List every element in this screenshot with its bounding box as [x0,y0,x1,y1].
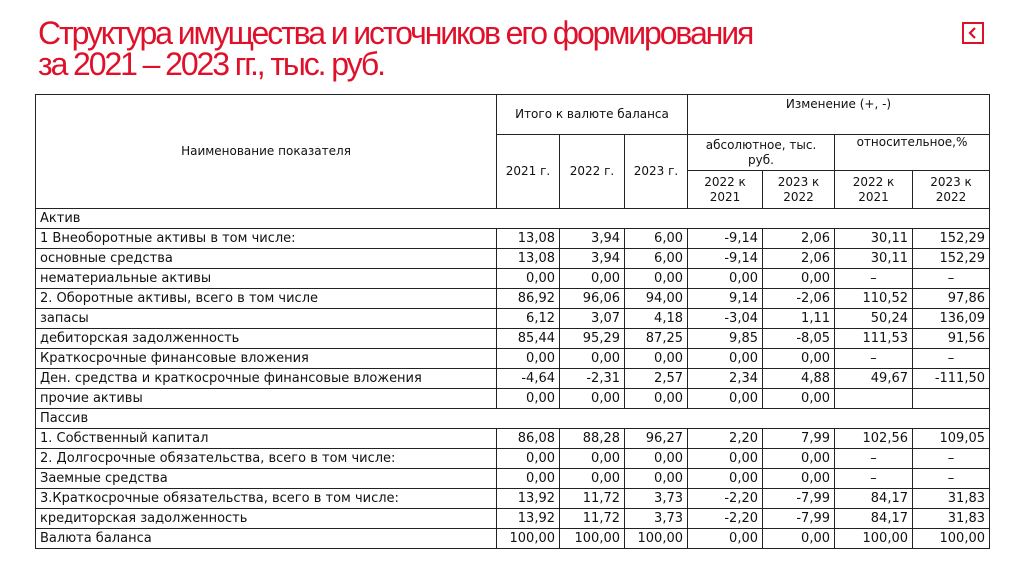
table-row [36,489,990,509]
value-cell: -2,31 [560,369,625,389]
value-cell: 50,24 [835,309,913,329]
value-cell: 2,20 [688,429,763,449]
value-cell: – [913,349,990,369]
header-indicator-name: Наименование показателя [36,95,497,209]
table-row [36,449,990,469]
value-cell: -9,14 [688,249,763,269]
value-cell: 0,00 [560,449,625,469]
value-cell: 11,72 [560,489,625,509]
row-label: нематериальные активы [36,269,497,289]
row-label: Ден. средства и краткосрочные финансовые вложения [36,369,497,389]
table-row [36,529,990,549]
value-cell: -2,06 [763,289,835,309]
value-cell: 136,09 [913,309,990,329]
row-label: запасы [36,309,497,329]
value-cell: 88,28 [560,429,625,449]
value-cell: 86,08 [497,429,560,449]
value-cell: 2,06 [763,229,835,249]
value-cell: 0,00 [688,349,763,369]
value-cell: 0,00 [763,269,835,289]
value-cell: 0,00 [688,529,763,549]
value-cell: 0,00 [763,529,835,549]
header-change-group: Изменение (+, -) [688,95,990,135]
value-cell: – [835,269,913,289]
value-cell: 102,56 [835,429,913,449]
value-cell: 84,17 [835,489,913,509]
value-cell: 94,00 [625,289,688,309]
value-cell: 0,00 [763,469,835,489]
row-label: кредиторская задолженность [36,509,497,529]
table-row [36,469,990,489]
value-cell: 1,11 [763,309,835,329]
table-row [36,309,990,329]
value-cell: 100,00 [913,529,990,549]
value-cell: 13,08 [497,249,560,269]
value-cell: 0,00 [763,349,835,369]
value-cell: 31,83 [913,509,990,529]
value-cell: -2,20 [688,509,763,529]
value-cell: -4,64 [497,369,560,389]
value-cell: 95,29 [560,329,625,349]
value-cell [835,389,913,409]
section-label: Пассив [36,409,990,429]
row-label: дебиторская задолженность [36,329,497,349]
title-line-2: за 2021 – 2023 гг., тыс. руб. [38,46,384,82]
value-cell: 0,00 [497,449,560,469]
value-cell: 0,00 [560,389,625,409]
value-cell: 4,88 [763,369,835,389]
header-abs-period: 2023 к 2022 [763,171,835,209]
value-cell: 3,94 [560,229,625,249]
table-row [36,249,990,269]
header-total-group: Итого к валюте баланса [497,95,688,135]
value-cell: 87,25 [625,329,688,349]
value-cell: 0,00 [688,389,763,409]
value-cell: 84,17 [835,509,913,529]
value-cell: 9,14 [688,289,763,309]
value-cell: 0,00 [688,449,763,469]
value-cell: 0,00 [497,349,560,369]
value-cell: 0,00 [625,269,688,289]
value-cell: 13,08 [497,229,560,249]
header-year: 2023 г. [625,135,688,209]
value-cell: 4,18 [625,309,688,329]
value-cell: 11,72 [560,509,625,529]
value-cell: 109,05 [913,429,990,449]
value-cell: 13,92 [497,509,560,529]
slide-title [38,15,938,82]
row-label: Валюта баланса [36,529,497,549]
value-cell: -7,99 [763,489,835,509]
value-cell: 100,00 [560,529,625,549]
value-cell: 86,92 [497,289,560,309]
value-cell: – [835,349,913,369]
value-cell: -2,20 [688,489,763,509]
value-cell: – [913,449,990,469]
value-cell: -8,05 [763,329,835,349]
value-cell: 6,00 [625,229,688,249]
section-row [36,409,990,429]
value-cell: 3,73 [625,509,688,529]
table-row [36,289,990,309]
value-cell: 0,00 [625,449,688,469]
row-label: Заемные средства [36,469,497,489]
row-label: Краткосрочные финансовые вложения [36,349,497,369]
header-relative-group: относительное,% [835,135,990,171]
value-cell: 100,00 [625,529,688,549]
value-cell: 30,11 [835,229,913,249]
value-cell: 96,27 [625,429,688,449]
value-cell: 9,85 [688,329,763,349]
table-row [36,269,990,289]
value-cell: -7,99 [763,509,835,529]
value-cell: 0,00 [497,269,560,289]
title-line-1: Структура имущества и источников его формирования [38,15,753,51]
value-cell: 91,56 [913,329,990,349]
back-nav-button[interactable] [962,22,984,44]
value-cell: -111,50 [913,369,990,389]
table-row [36,329,990,349]
value-cell: 31,83 [913,489,990,509]
table-row [36,509,990,529]
row-label: 2. Долгосрочные обязательства, всего в том числе: [36,449,497,469]
row-label: 1 Внеоборотные активы в том числе: [36,229,497,249]
header-year: 2022 г. [560,135,625,209]
value-cell: 0,00 [497,469,560,489]
value-cell: 97,86 [913,289,990,309]
back-arrow-icon [968,27,978,39]
value-cell: 0,00 [497,389,560,409]
row-label: 2. Оборотные активы, всего в том числе [36,289,497,309]
value-cell: -3,04 [688,309,763,329]
section-row [36,209,990,229]
header-rel-period: 2023 к 2022 [913,171,990,209]
row-label: 1. Собственный капитал [36,429,497,449]
value-cell: 0,00 [625,389,688,409]
value-cell: – [835,449,913,469]
header-absolute-group: абсолютное, тыс. руб. [688,135,835,171]
table-row [36,429,990,449]
value-cell: 3,07 [560,309,625,329]
value-cell: 2,57 [625,369,688,389]
value-cell: 100,00 [497,529,560,549]
value-cell: 0,00 [688,469,763,489]
value-cell: – [913,269,990,289]
section-label: Актив [36,209,990,229]
value-cell: 13,92 [497,489,560,509]
value-cell: 3,94 [560,249,625,269]
header-rel-period: 2022 к 2021 [835,171,913,209]
value-cell: 85,44 [497,329,560,349]
table-row [36,389,990,409]
value-cell: 2,06 [763,249,835,269]
value-cell: 6,12 [497,309,560,329]
value-cell: 0,00 [688,269,763,289]
value-cell: 0,00 [625,469,688,489]
value-cell: 96,06 [560,289,625,309]
table-row [36,349,990,369]
value-cell: 110,52 [835,289,913,309]
table-row [36,369,990,389]
value-cell: 0,00 [560,269,625,289]
row-label: основные средства [36,249,497,269]
value-cell: 152,29 [913,229,990,249]
value-cell: 0,00 [625,349,688,369]
header-year: 2021 г. [497,135,560,209]
value-cell: 0,00 [763,449,835,469]
value-cell: 152,29 [913,249,990,269]
balance-structure-table [35,94,990,549]
value-cell: 49,67 [835,369,913,389]
value-cell: 6,00 [625,249,688,269]
value-cell: 30,11 [835,249,913,269]
value-cell [913,389,990,409]
value-cell: 7,99 [763,429,835,449]
value-cell: 100,00 [835,529,913,549]
row-label: 3.Краткосрочные обязательства, всего в том числе: [36,489,497,509]
value-cell: 2,34 [688,369,763,389]
header-abs-period: 2022 к 2021 [688,171,763,209]
value-cell: 0,00 [763,389,835,409]
value-cell: – [835,469,913,489]
value-cell: -9,14 [688,229,763,249]
value-cell: – [913,469,990,489]
value-cell: 111,53 [835,329,913,349]
value-cell: 3,73 [625,489,688,509]
row-label: прочие активы [36,389,497,409]
value-cell: 0,00 [560,469,625,489]
value-cell: 0,00 [560,349,625,369]
table-row [36,229,990,249]
